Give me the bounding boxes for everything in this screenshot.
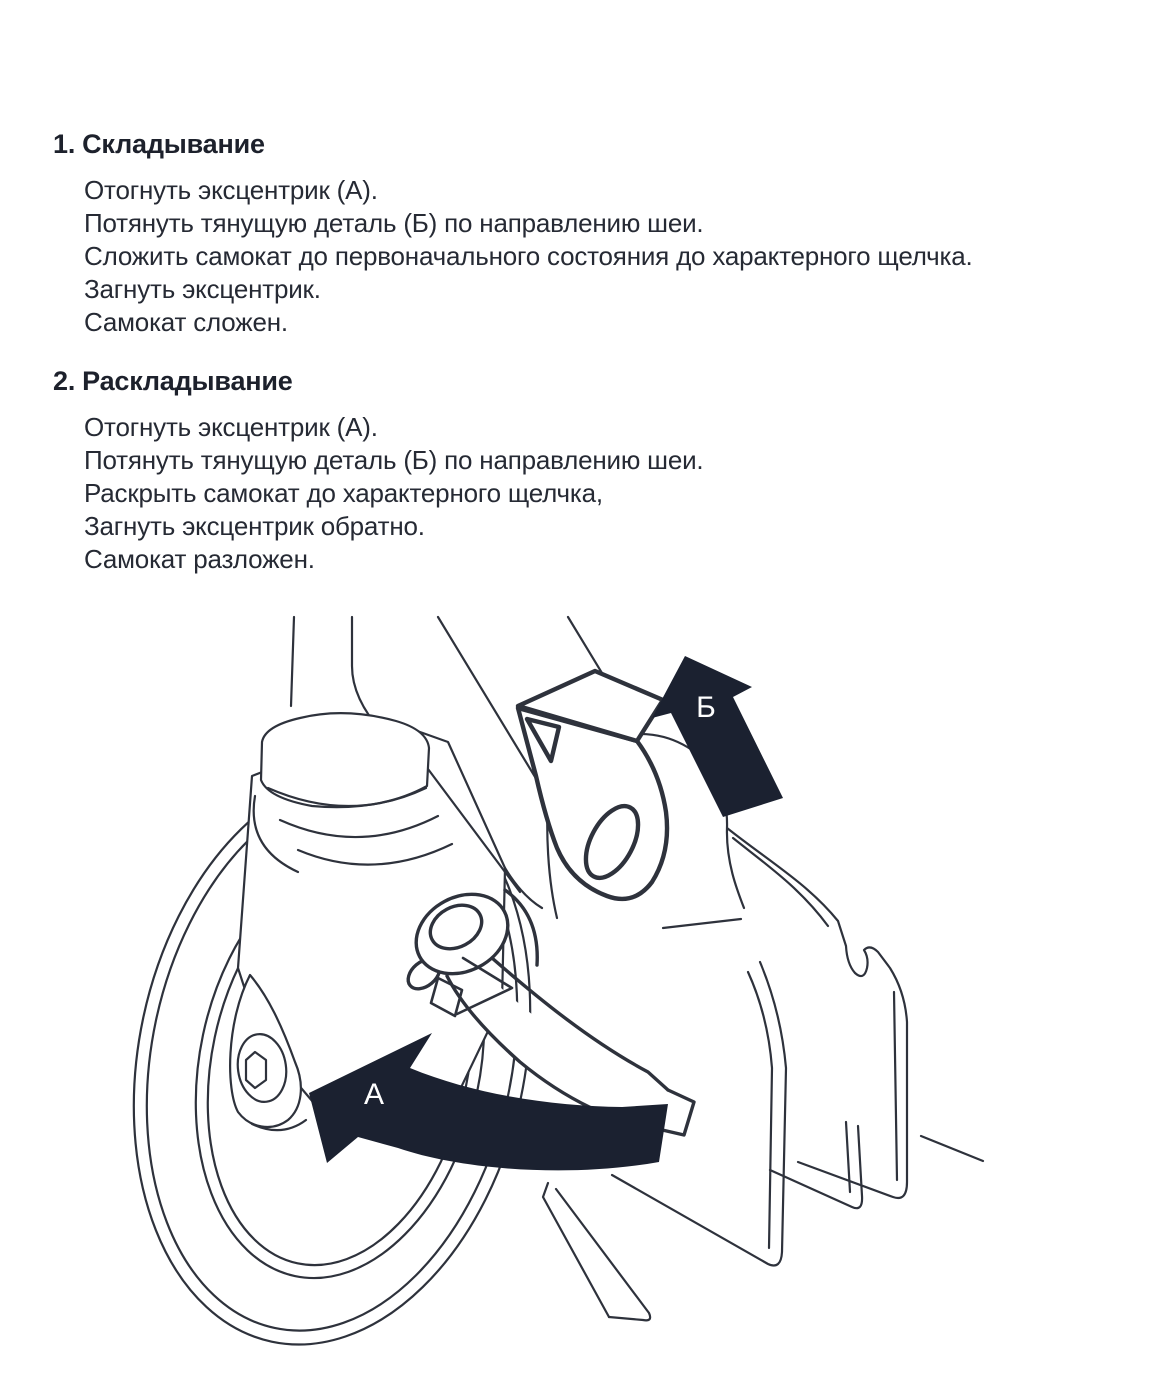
arrow-a-label: А — [363, 1078, 385, 1111]
section-2-heading — [53, 366, 293, 397]
pull-part-bracket — [518, 671, 667, 899]
step-line: Загнуть эксцентрик. — [84, 274, 321, 304]
step-line: Отогнуть эксцентрик (А). — [84, 412, 378, 442]
step-line: Сложить самокат до первоначального состояния до характерного щелчка. — [84, 241, 973, 271]
step-line: Раскрыть самокат до характерного щелчка, — [84, 478, 603, 508]
section-2-title: Раскладывание — [82, 366, 293, 396]
step-line: Потянуть тянущую деталь (Б) по направлению шеи. — [84, 445, 704, 475]
section-1-number: 1. — [53, 129, 76, 159]
section-2-steps — [84, 411, 703, 576]
section-2-number: 2. — [53, 366, 76, 396]
step-line: Самокат разложен. — [84, 544, 315, 574]
fender-tip — [543, 1183, 650, 1320]
step-line: Самокат сложен. — [84, 307, 288, 337]
step-line: Потянуть тянущую деталь (Б) по направлению шеи. — [84, 208, 704, 238]
section-1-heading — [53, 129, 265, 160]
step-line: Отогнуть эксцентрик (А). — [84, 175, 378, 205]
section-1-steps — [84, 174, 973, 339]
section-1-title: Складывание — [82, 129, 265, 159]
step-line: Загнуть эксцентрик обратно. — [84, 511, 425, 541]
arrow-b-label: Б — [696, 691, 716, 724]
